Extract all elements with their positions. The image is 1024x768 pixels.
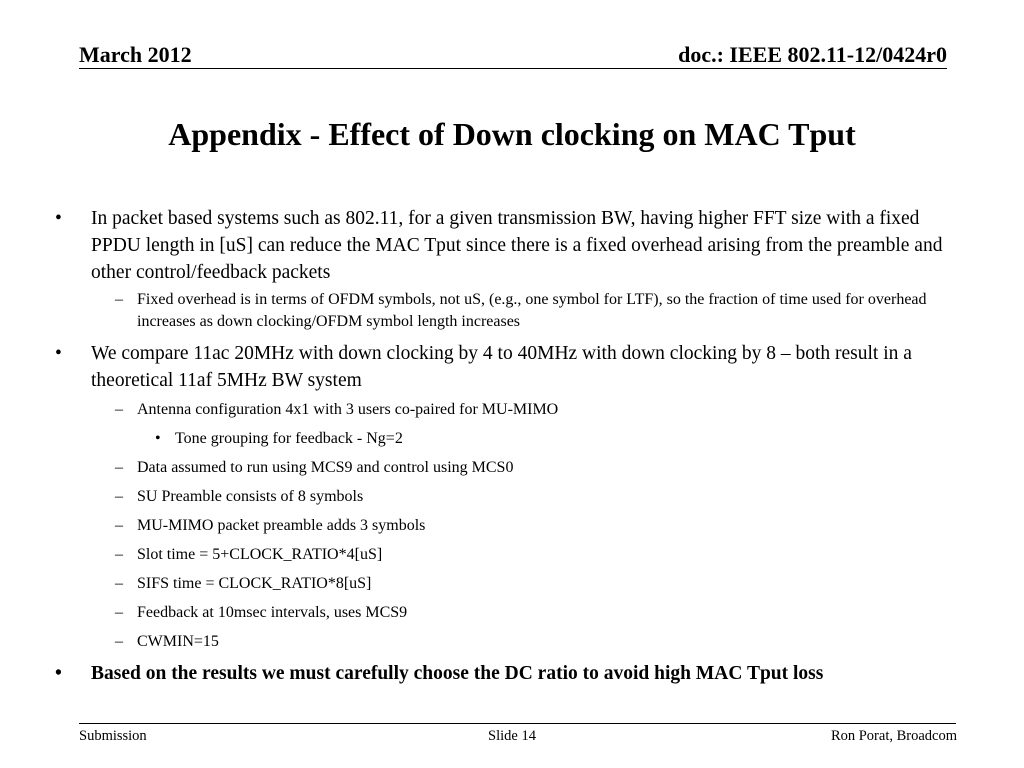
bullet-2 xyxy=(52,340,972,394)
bullet-2-sub-7 xyxy=(52,602,972,624)
header-date: March 2012 xyxy=(79,42,192,67)
footer-divider xyxy=(79,723,956,724)
dash-marker: – xyxy=(115,401,123,418)
dash-marker: – xyxy=(115,517,123,534)
bullet-2-text: We compare 11ac 20MHz with down clocking by 4 to 40MHz with down clocking by 8 – both result in a theoretical 11af 5MHz BW system xyxy=(91,343,912,391)
bullet-1-sub-1 xyxy=(52,289,972,333)
bullet-2-sub-8 xyxy=(52,631,972,653)
bullet-2-sub-1 xyxy=(52,399,972,421)
dash-marker: – xyxy=(115,633,123,650)
bullet-3-text: Based on the results we must carefully choose the DC ratio to avoid high MAC Tput loss xyxy=(91,663,824,684)
bullet-1-sub-1-text-c: (e.g., one symbol for LTF), so the fraction of time used for overhead increases as down clocking/OFDM symbol length increases xyxy=(137,291,927,330)
dash-marker: – xyxy=(115,546,123,563)
slide-title: Appendix - Effect of Down clocking on MAC Tput xyxy=(168,116,856,152)
header-divider xyxy=(79,68,947,69)
dash-marker: – xyxy=(115,575,123,592)
bullet-2-sub-6 xyxy=(52,573,972,595)
bullet-2-sub-2-text: Data assumed to run using MCS9 and control using MCS0 xyxy=(137,459,514,476)
footer-submission: Submission xyxy=(79,728,147,744)
bullet-3 xyxy=(52,660,972,687)
bullet-1-sub-1-text-a: Fixed overhead is in terms of OFDM symbols, not uS xyxy=(137,291,481,308)
bullet-1-text: In packet based systems such as 802.11, for a given transmission BW, having higher FFT size with a fixed PPDU length in [uS] can reduce the MAC Tput since there is a fixed overhead arising from the preamble and other control/feedback packets xyxy=(91,208,943,283)
bullet-marker: • xyxy=(55,663,62,684)
slide-body xyxy=(52,205,972,687)
dash-marker: – xyxy=(115,291,123,308)
bullet-2-sub-5-text: Slot time = 5+CLOCK_RATIO*4[uS] xyxy=(137,546,383,563)
bullet-2-sub-5 xyxy=(52,544,972,566)
bullet-2-sub-1-child xyxy=(52,428,972,450)
bullet-2-sub-1-text: Antenna configuration 4x1 with 3 users co-paired for MU-MIMO xyxy=(137,401,559,418)
bullet-1 xyxy=(52,205,972,286)
header-doc-id: doc.: IEEE 802.11-12/0424r0 xyxy=(678,42,947,67)
bullet-2-sub-1-child-text: Tone grouping for feedback - Ng=2 xyxy=(175,430,403,447)
dash-marker: – xyxy=(115,459,123,476)
bullet-2-sub-8-text: CWMIN=15 xyxy=(137,633,219,650)
dash-marker: – xyxy=(115,488,123,505)
bullet-2-sub-4 xyxy=(52,515,972,537)
bullet-marker: • xyxy=(55,343,62,364)
bullet-2-sub-6-text: SIFS time = CLOCK_RATIO*8[uS] xyxy=(137,575,372,592)
bullet-2-sub-4-text: MU-MIMO packet preamble adds 3 symbols xyxy=(137,517,426,534)
bullet-2-sub-7-text: Feedback at 10msec intervals, uses MCS9 xyxy=(137,604,408,621)
bullet-2-sub-2 xyxy=(52,457,972,479)
bullet-marker: • xyxy=(55,208,62,229)
bullet-marker: • xyxy=(155,430,161,447)
bullet-2-sub-3 xyxy=(52,486,972,508)
footer-author: Ron Porat, Broadcom xyxy=(830,728,957,744)
footer-slide-number: Slide 14 xyxy=(488,728,536,744)
bullet-1-sub-1-text-b: , xyxy=(481,291,485,308)
bullet-2-sub-3-text: SU Preamble consists of 8 symbols xyxy=(137,488,364,505)
dash-marker: – xyxy=(115,604,123,621)
